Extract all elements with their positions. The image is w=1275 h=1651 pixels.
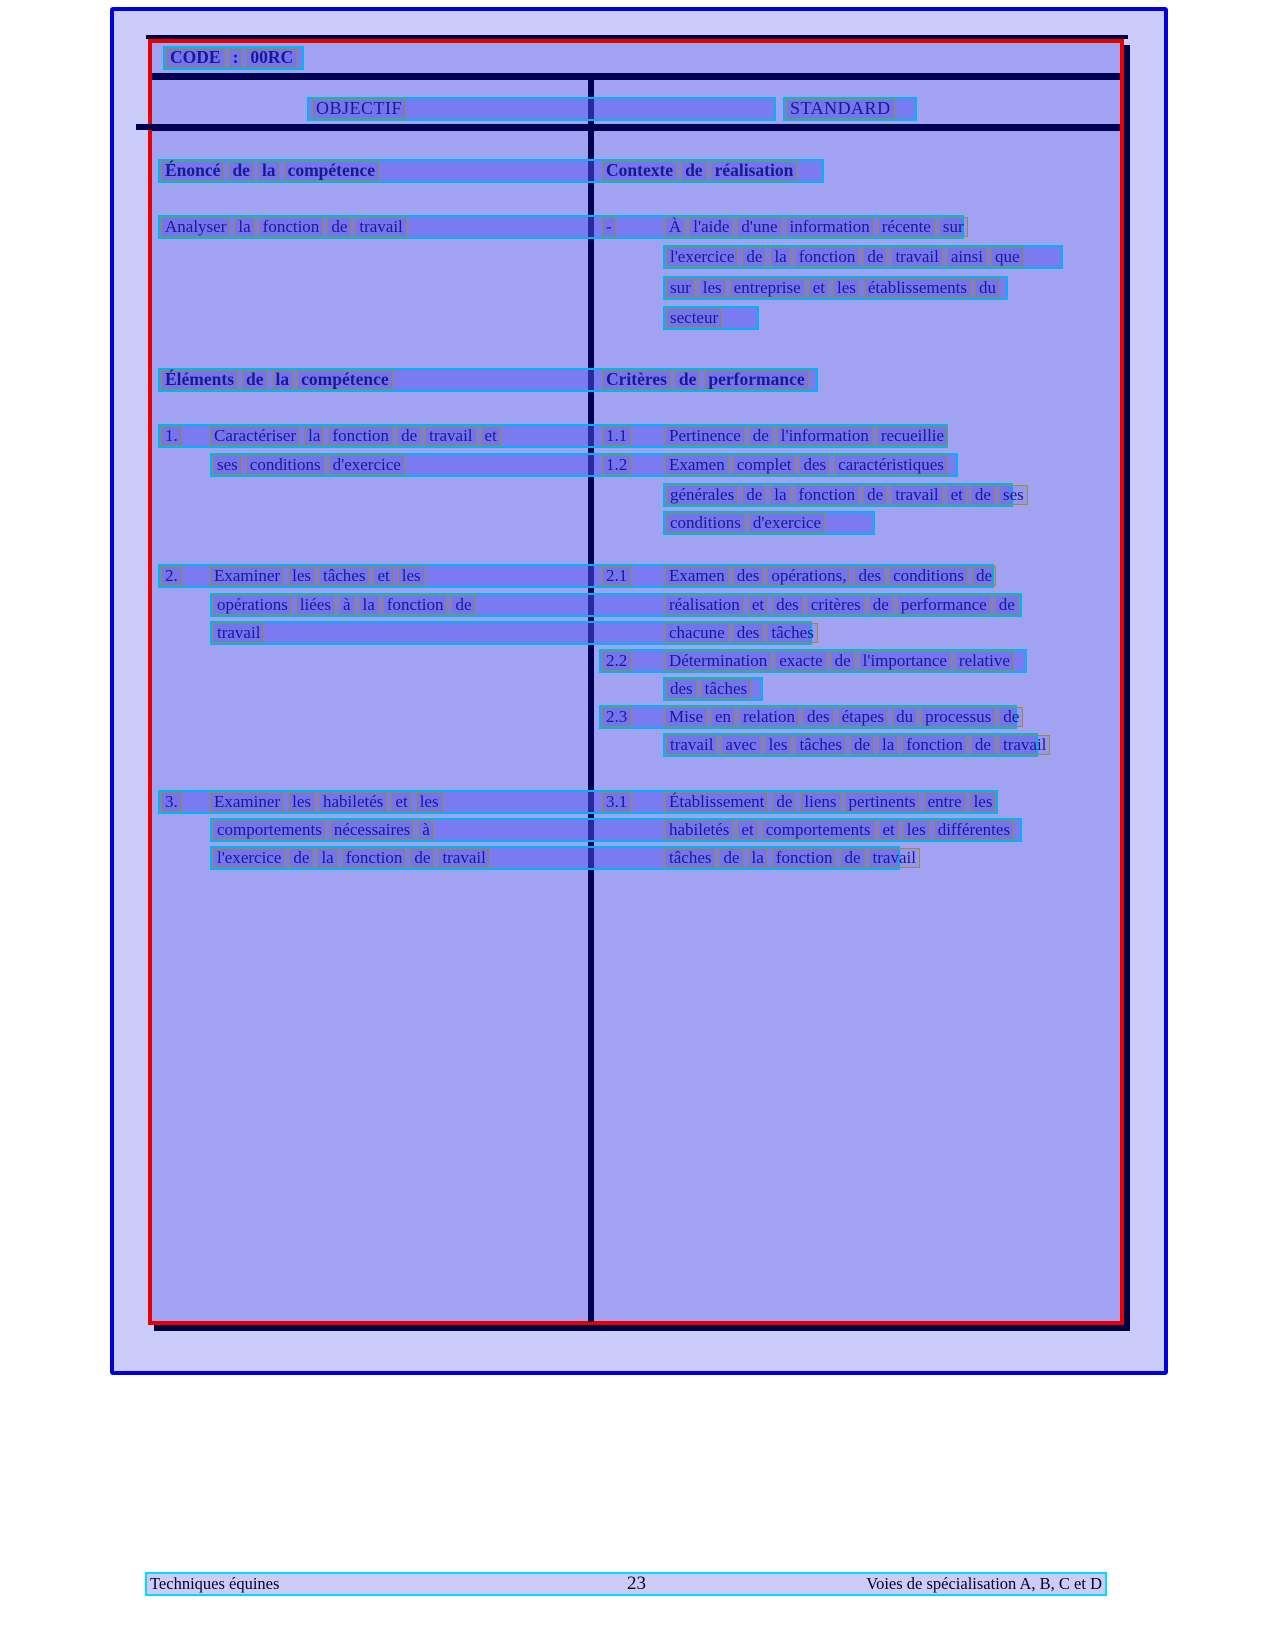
ocr-word-box: information	[786, 217, 874, 237]
ocr-line-box	[599, 705, 1020, 729]
footer-section-title: Voies de spécialisation A, B, C et D	[866, 1574, 1102, 1593]
ocr-word-box: Pertinence	[665, 426, 745, 446]
ocr-word-box: comportements	[762, 820, 875, 840]
ocr-word-box: tâches	[767, 623, 817, 643]
ocr-word-box: de	[681, 161, 707, 181]
ocr-word-box: 1.	[161, 426, 182, 446]
footer-document-title: Techniques équines	[150, 1574, 280, 1593]
ocr-word-box: fonction	[795, 485, 860, 505]
ocr-word-box: de	[242, 370, 268, 390]
ocr-word-box: sur	[666, 278, 695, 298]
ocr-word-box: Caractériser	[210, 426, 300, 446]
ocr-word-box: travail	[425, 426, 476, 446]
ocr-line-box	[663, 306, 759, 330]
ocr-word-box: du	[892, 707, 917, 727]
ocr-line-box	[210, 621, 812, 645]
ocr-word-box: la	[272, 370, 294, 390]
ocr-line-box	[158, 424, 948, 448]
ocr-word-box: Examiner	[210, 792, 284, 812]
ocr-word-box: travail	[999, 735, 1050, 755]
ocr-line-box	[663, 677, 763, 701]
ocr-word-box: Examen	[665, 566, 729, 586]
ocr-word-box: de	[742, 485, 766, 505]
ocr-word-box: de	[675, 370, 701, 390]
ocr-word-box: de	[719, 848, 743, 868]
ocr-word-box: compétence	[297, 370, 392, 390]
ocr-word-box: la	[770, 247, 790, 267]
ocr-line-box	[210, 846, 916, 870]
ocr-word-box: et	[879, 820, 899, 840]
ocr-word-box: de	[863, 485, 887, 505]
ocr-word-box: tâches	[319, 566, 369, 586]
ocr-word-box: de	[850, 735, 874, 755]
ocr-line-box	[663, 245, 1063, 269]
ocr-word-box: liens	[800, 792, 840, 812]
ocr-line-box	[158, 368, 818, 392]
ocr-word-box: de	[995, 595, 1019, 615]
ocr-word-box: conditions	[666, 513, 745, 533]
ocr-word-box: et	[748, 595, 768, 615]
ocr-word-box: opérations,	[767, 566, 850, 586]
ocr-word-box: Énoncé	[161, 161, 224, 181]
ocr-word-box: habiletés	[665, 820, 733, 840]
ocr-word-box: les	[288, 792, 315, 812]
ocr-word-box: travail	[355, 217, 406, 237]
ocr-word-box: la	[234, 217, 254, 237]
ocr-word-box: travail	[438, 848, 489, 868]
ocr-word-box: Critères	[602, 370, 671, 390]
footer-strip	[145, 1572, 1107, 1596]
ocr-word-box: travail	[666, 735, 717, 755]
ocr-word-box: des	[666, 679, 697, 699]
ocr-word-box: 2.2	[602, 651, 631, 671]
ocr-word-box: relative	[955, 651, 1014, 671]
ocr-word-box: générales	[666, 485, 738, 505]
ocr-word-box: établissements	[864, 278, 971, 298]
ocr-word-box: Éléments	[161, 370, 238, 390]
ocr-word-box: OBJECTIF	[312, 99, 406, 119]
ocr-line-box	[158, 159, 824, 183]
ocr-word-box: des	[803, 707, 834, 727]
ocr-word-box: l'exercice	[666, 247, 738, 267]
ocr-word-box: 2.	[161, 566, 182, 586]
ocr-word-box: réalisation	[711, 161, 798, 181]
ocr-word-box: exacte	[775, 651, 826, 671]
ocr-word-box: Contexte	[602, 161, 677, 181]
ocr-line-box	[663, 733, 1047, 757]
ocr-word-box: de	[840, 848, 864, 868]
ocr-word-box: 1.2	[602, 455, 631, 475]
ocr-word-box: et	[373, 566, 393, 586]
ocr-word-box: des	[772, 595, 803, 615]
ocr-word-box: des	[799, 455, 830, 475]
ocr-word-box: de	[831, 651, 855, 671]
ocr-word-box: des	[733, 566, 764, 586]
ocr-word-box: conditions	[246, 455, 325, 475]
ocr-word-box: performance	[897, 595, 991, 615]
ocr-word-box: et	[809, 278, 829, 298]
ocr-word-box: de	[410, 848, 434, 868]
ocr-word-box: fonction	[795, 247, 860, 267]
ocr-word-box: À	[665, 217, 685, 237]
ocr-word-box: de	[972, 566, 996, 586]
ocr-word-box: fonction	[383, 595, 448, 615]
ocr-line-box	[210, 593, 1022, 617]
ocr-word-box: 00RC	[246, 48, 297, 68]
footer-page-number: 23	[627, 1573, 646, 1594]
ocr-word-box: opérations	[213, 595, 292, 615]
ocr-word-box: et	[391, 792, 411, 812]
ocr-word-box: la	[748, 848, 768, 868]
ocr-word-box: ses	[213, 455, 242, 475]
ocr-word-box: l'importance	[859, 651, 951, 671]
ocr-word-box: relation	[739, 707, 799, 727]
ocr-word-box: critères	[807, 595, 865, 615]
ocr-word-box: la	[317, 848, 337, 868]
ocr-word-box: liées	[296, 595, 335, 615]
ocr-word-box: conditions	[889, 566, 968, 586]
ocr-word-box: Détermination	[665, 651, 771, 671]
ocr-line-box	[307, 97, 776, 121]
ocr-word-box: les	[833, 278, 860, 298]
ocr-word-box: tâches	[701, 679, 751, 699]
ocr-word-box: d'exercice	[749, 513, 825, 533]
ocr-word-box: fonction	[772, 848, 837, 868]
ocr-word-box: les	[416, 792, 443, 812]
ocr-line-box	[158, 564, 994, 588]
ocr-word-box: fonction	[259, 217, 324, 237]
ocr-word-box: travail	[213, 623, 264, 643]
ocr-word-box: travail	[891, 247, 942, 267]
ocr-word-box: complet	[733, 455, 796, 475]
ocr-word-box: la	[770, 485, 790, 505]
ocr-word-box: de	[742, 247, 766, 267]
ocr-word-box: chacune	[665, 623, 729, 643]
ocr-word-box: travail	[869, 848, 920, 868]
ocr-word-box: d'exercice	[329, 455, 405, 475]
ocr-word-box: fonction	[902, 735, 967, 755]
ocr-word-box: la	[258, 161, 280, 181]
ocr-word-box: fonction	[342, 848, 407, 868]
ocr-word-box: l'information	[777, 426, 873, 446]
ocr-word-box: réalisation	[665, 595, 744, 615]
ocr-word-box: les	[288, 566, 315, 586]
ocr-word-box: d'une	[737, 217, 781, 237]
ocr-word-box: du	[975, 278, 1000, 298]
ocr-word-box: à	[339, 595, 355, 615]
ocr-word-box: de	[999, 707, 1023, 727]
ocr-word-box: de	[327, 217, 351, 237]
ocr-line-box	[663, 483, 1024, 507]
ocr-word-box: de	[772, 792, 796, 812]
ocr-line-box	[158, 215, 964, 239]
ocr-word-box: de	[397, 426, 421, 446]
ocr-word-box: avec	[721, 735, 760, 755]
ocr-word-box: :	[229, 48, 243, 68]
ocr-word-box: des	[733, 623, 764, 643]
ocr-word-box: ainsi	[947, 247, 987, 267]
ocr-word-box: recueillie	[877, 426, 948, 446]
ocr-word-box: récente	[878, 217, 935, 237]
ocr-word-box: Examiner	[210, 566, 284, 586]
ocr-word-box: ses	[999, 485, 1028, 505]
ocr-line-box	[663, 511, 875, 535]
ocr-line-box	[210, 818, 1022, 842]
ocr-word-box: et	[481, 426, 501, 446]
ocr-word-box: la	[878, 735, 898, 755]
ocr-line-box	[158, 790, 998, 814]
ocr-word-box: en	[711, 707, 735, 727]
ocr-word-box: -	[602, 217, 616, 237]
ocr-word-box: l'exercice	[213, 848, 285, 868]
ocr-word-box: performance	[704, 370, 808, 390]
ocr-word-box: entre	[924, 792, 966, 812]
ocr-word-box: Établissement	[665, 792, 768, 812]
ocr-word-box: CODE	[166, 48, 225, 68]
ocr-word-box: à	[418, 820, 434, 840]
ocr-word-box: secteur	[666, 308, 722, 328]
ocr-word-box: processus	[921, 707, 995, 727]
ocr-word-box: fonction	[328, 426, 393, 446]
ocr-word-box: de	[451, 595, 475, 615]
ocr-word-box: 1.1	[602, 426, 631, 446]
ocr-word-box: Examen	[665, 455, 729, 475]
ocr-word-box: Analyser	[161, 217, 230, 237]
ocr-word-box: STANDARD	[786, 99, 895, 119]
ocr-word-box: 2.1	[602, 566, 631, 586]
ocr-word-box: que	[991, 247, 1024, 267]
ocr-word-box: les	[970, 792, 997, 812]
ocr-line-box	[663, 276, 1008, 300]
ocr-word-box: Mise	[665, 707, 707, 727]
ocr-word-box: nécessaires	[330, 820, 414, 840]
ocr-word-box: comportements	[213, 820, 326, 840]
ocr-word-box: la	[359, 595, 379, 615]
ocr-word-box: compétence	[284, 161, 379, 181]
ocr-word-box: pertinents	[845, 792, 920, 812]
ocr-word-box: de	[971, 735, 995, 755]
ocr-line-box	[783, 97, 917, 121]
ocr-line-box	[599, 649, 1027, 673]
ocr-word-box: et	[737, 820, 757, 840]
ocr-line-box	[163, 46, 304, 70]
ocr-word-box: l'aide	[689, 217, 733, 237]
ocr-word-box: de	[289, 848, 313, 868]
ocr-word-box: tâches	[665, 848, 715, 868]
ocr-word-box: la	[304, 426, 324, 446]
ocr-word-box: les	[398, 566, 425, 586]
ocr-word-box: de	[863, 247, 887, 267]
ocr-word-box: de	[228, 161, 254, 181]
ocr-word-box: les	[903, 820, 930, 840]
ocr-line-box	[210, 453, 958, 477]
ocr-word-box: de	[749, 426, 773, 446]
ocr-word-box: les	[699, 278, 726, 298]
ocr-word-box: et	[947, 485, 967, 505]
ocr-word-box: les	[765, 735, 792, 755]
ocr-word-box: sur	[939, 217, 968, 237]
ocr-word-box: étapes	[838, 707, 888, 727]
ocr-word-box: 2.3	[602, 707, 631, 727]
ocr-word-box: tâches	[795, 735, 845, 755]
ocr-word-box: entreprise	[730, 278, 805, 298]
ocr-word-box: habiletés	[319, 792, 387, 812]
ocr-word-box: de	[869, 595, 893, 615]
ocr-word-box: caractéristiques	[834, 455, 948, 475]
ocr-word-box: différentes	[934, 820, 1014, 840]
ocr-word-box: 3.1	[602, 792, 631, 812]
ocr-word-box: 3.	[161, 792, 182, 812]
ocr-word-box: de	[971, 485, 995, 505]
ocr-word-box: travail	[891, 485, 942, 505]
ocr-word-box: des	[854, 566, 885, 586]
